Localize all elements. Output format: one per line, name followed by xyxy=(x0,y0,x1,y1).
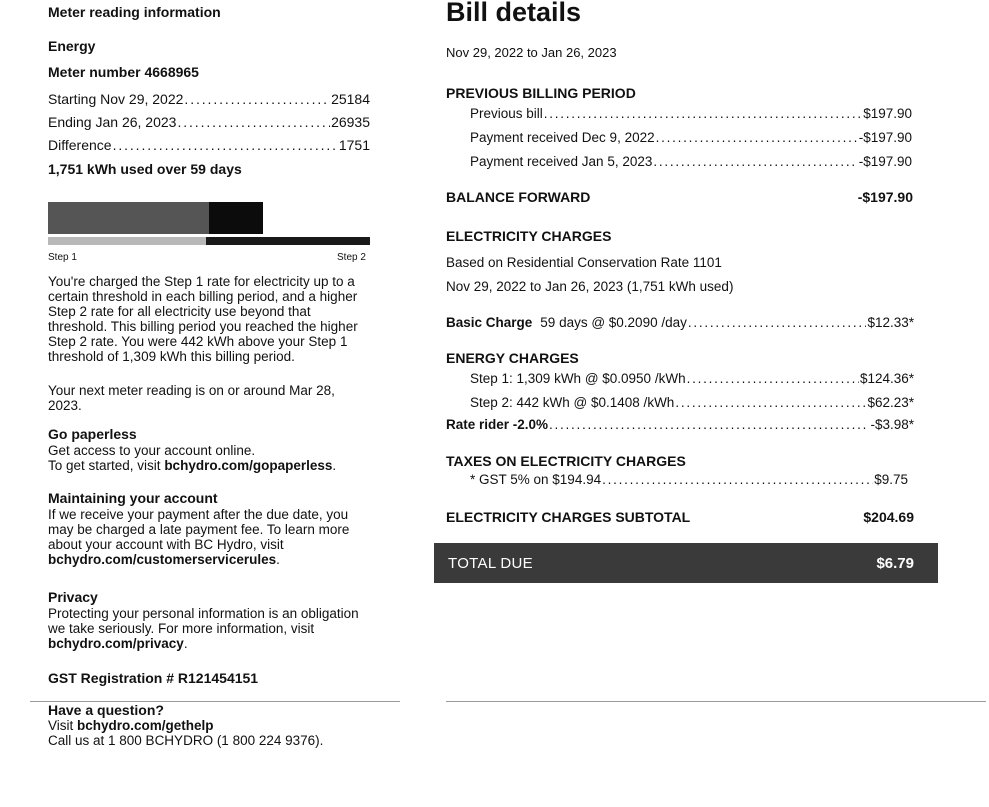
reading-value: 26935 xyxy=(331,114,370,130)
total-due-label: TOTAL DUE xyxy=(448,554,533,572)
maintaining-account-text: If we receive your payment after the due date, you may be charged a late payment fee. To learn more about your account with BC Hydro, visit xyxy=(48,507,350,552)
privacy-text: Protecting your personal information is an obligation we take seriously. For more information, visit xyxy=(48,606,359,636)
bill-line-item: Payment received Dec 9, 2022 . . . -$197.90 xyxy=(470,126,912,150)
step1-scale-bar xyxy=(48,237,206,245)
energy-label: Energy xyxy=(48,38,96,54)
maintaining-account-title: Maintaining your account xyxy=(48,490,218,506)
gst-row xyxy=(470,472,908,487)
basic-charge-row xyxy=(446,315,914,330)
have-a-question-title: Have a question? xyxy=(48,702,164,718)
bill-details-title: Bill details xyxy=(446,0,582,27)
balance-forward-row xyxy=(446,189,913,205)
energy-charges-heading: ENERGY CHARGES xyxy=(446,350,579,366)
rate-rider-row xyxy=(446,417,914,432)
divider xyxy=(30,701,400,702)
basic-charge-label: Basic Charge xyxy=(446,315,533,330)
meter-number: Meter number 4668965 xyxy=(48,64,199,80)
gethelp-link[interactable]: bchydro.com/gethelp xyxy=(77,718,214,733)
total-due-bar xyxy=(434,543,938,583)
divider xyxy=(446,701,986,702)
energy-charges-list xyxy=(470,367,914,415)
subtotal-label: ELECTRICITY CHARGES SUBTOTAL xyxy=(446,509,691,525)
reading-label: Ending Jan 26, 2023 xyxy=(48,114,177,130)
customerservicerules-link[interactable]: bchydro.com/customerservicerules xyxy=(48,552,277,567)
step1-label: Step 1 xyxy=(48,252,77,263)
electricity-charges-heading: ELECTRICITY CHARGES xyxy=(446,228,612,244)
rate-line: Based on Residential Conservation Rate 1101 xyxy=(446,255,722,270)
step-rate-explanation: You're charged the Step 1 rate for electricity up to a certain threshold in each billing period, and a higher Step 2 rate for all electricity use beyond that threshold. This billing period you reached the higher Step 2 rate. You were 442 kWh above your Step 1 threshold of 1,309 kWh this billing period. xyxy=(48,274,358,364)
privacy-link[interactable]: bchydro.com/privacy xyxy=(48,636,184,651)
reading-row-difference xyxy=(48,134,370,157)
subtotal-row xyxy=(446,509,914,525)
privacy-section: Privacy Protecting your personal information is an obligation we take seriously. For more information, visit bchydro.com/privacy. xyxy=(48,589,370,651)
previous-billing-heading: PREVIOUS BILLING PERIOD xyxy=(446,85,636,101)
call-us-text: Call us at 1 800 BCHYDRO (1 800 224 9376). xyxy=(48,733,324,748)
reading-value: 1751 xyxy=(338,137,370,153)
bill-line-item: Step 2: 442 kWh @ $0.1408 /kWh . . . $62.23* xyxy=(470,391,914,415)
bill-line-item: Payment received Jan 5, 2023 . . . -$197.90 xyxy=(470,150,912,174)
bill-line-item: Step 1: 1,309 kWh @ $0.0950 /kWh . . . $124.36* xyxy=(470,367,914,391)
step2-scale-bar xyxy=(206,237,370,245)
go-paperless-section: Go paperless Get access to your account online. To get started, visit bchydro.com/gopaperless. xyxy=(48,426,370,473)
meter-reading-title: Meter reading information xyxy=(48,4,221,20)
reading-label: Starting Nov 29, 2022 xyxy=(48,91,184,107)
subtotal-value: $204.69 xyxy=(863,509,914,525)
step2-usage-bar xyxy=(209,202,263,234)
billing-period: Nov 29, 2022 to Jan 26, 2023 xyxy=(446,45,617,60)
have-a-question-section: Have a question? Visit bchydro.com/gethelp Call us at 1 800 BCHYDRO (1 800 224 9376). xyxy=(48,702,370,748)
next-meter-reading: Your next meter reading is on or around Mar 28, 2023. xyxy=(48,383,335,413)
usage-summary: 1,751 kWh used over 59 days xyxy=(48,161,242,177)
reading-row-starting xyxy=(48,88,370,111)
previous-billing-list xyxy=(470,102,912,174)
gst-label: * GST 5% on $194.94 xyxy=(470,472,602,487)
charges-period-line: Nov 29, 2022 to Jan 26, 2023 (1,751 kWh used) xyxy=(446,279,734,294)
balance-forward-value: -$197.90 xyxy=(857,189,913,205)
go-paperless-text: Get access to your account online. xyxy=(48,443,256,458)
taxes-heading: TAXES ON ELECTRICITY CHARGES xyxy=(446,453,686,469)
total-due-value: $6.79 xyxy=(876,554,914,572)
gst-registration: GST Registration # R121454151 xyxy=(48,670,259,686)
go-paperless-title: Go paperless xyxy=(48,426,137,442)
maintaining-account-section: Maintaining your account If we receive your payment after the due date, you may be charged a late payment fee. To learn more about your account with BC Hydro, visit bchydro.com/customerservicerules. xyxy=(48,490,370,567)
gst-value: $9.75 xyxy=(874,472,908,487)
rate-rider-value: -$3.98* xyxy=(870,417,914,432)
basic-charge-detail: 59 days @ $0.2090 /day xyxy=(540,315,687,330)
step1-usage-bar xyxy=(48,202,209,234)
gopaperless-link[interactable]: bchydro.com/gopaperless xyxy=(164,458,333,473)
balance-forward-label: BALANCE FORWARD xyxy=(446,189,591,205)
reading-label: Difference xyxy=(48,137,112,153)
rate-rider-label: Rate rider -2.0% xyxy=(446,417,549,432)
basic-charge-value: $12.33* xyxy=(867,315,914,330)
go-paperless-intro: To get started, visit xyxy=(48,458,165,473)
privacy-title: Privacy xyxy=(48,589,98,605)
step-usage-chart xyxy=(48,200,370,250)
step2-label: Step 2 xyxy=(337,252,366,263)
readings-list xyxy=(48,88,370,157)
bill-line-item: Previous bill . . . $197.90 xyxy=(470,102,912,126)
reading-value: 25184 xyxy=(331,91,370,107)
reading-row-ending xyxy=(48,111,370,134)
